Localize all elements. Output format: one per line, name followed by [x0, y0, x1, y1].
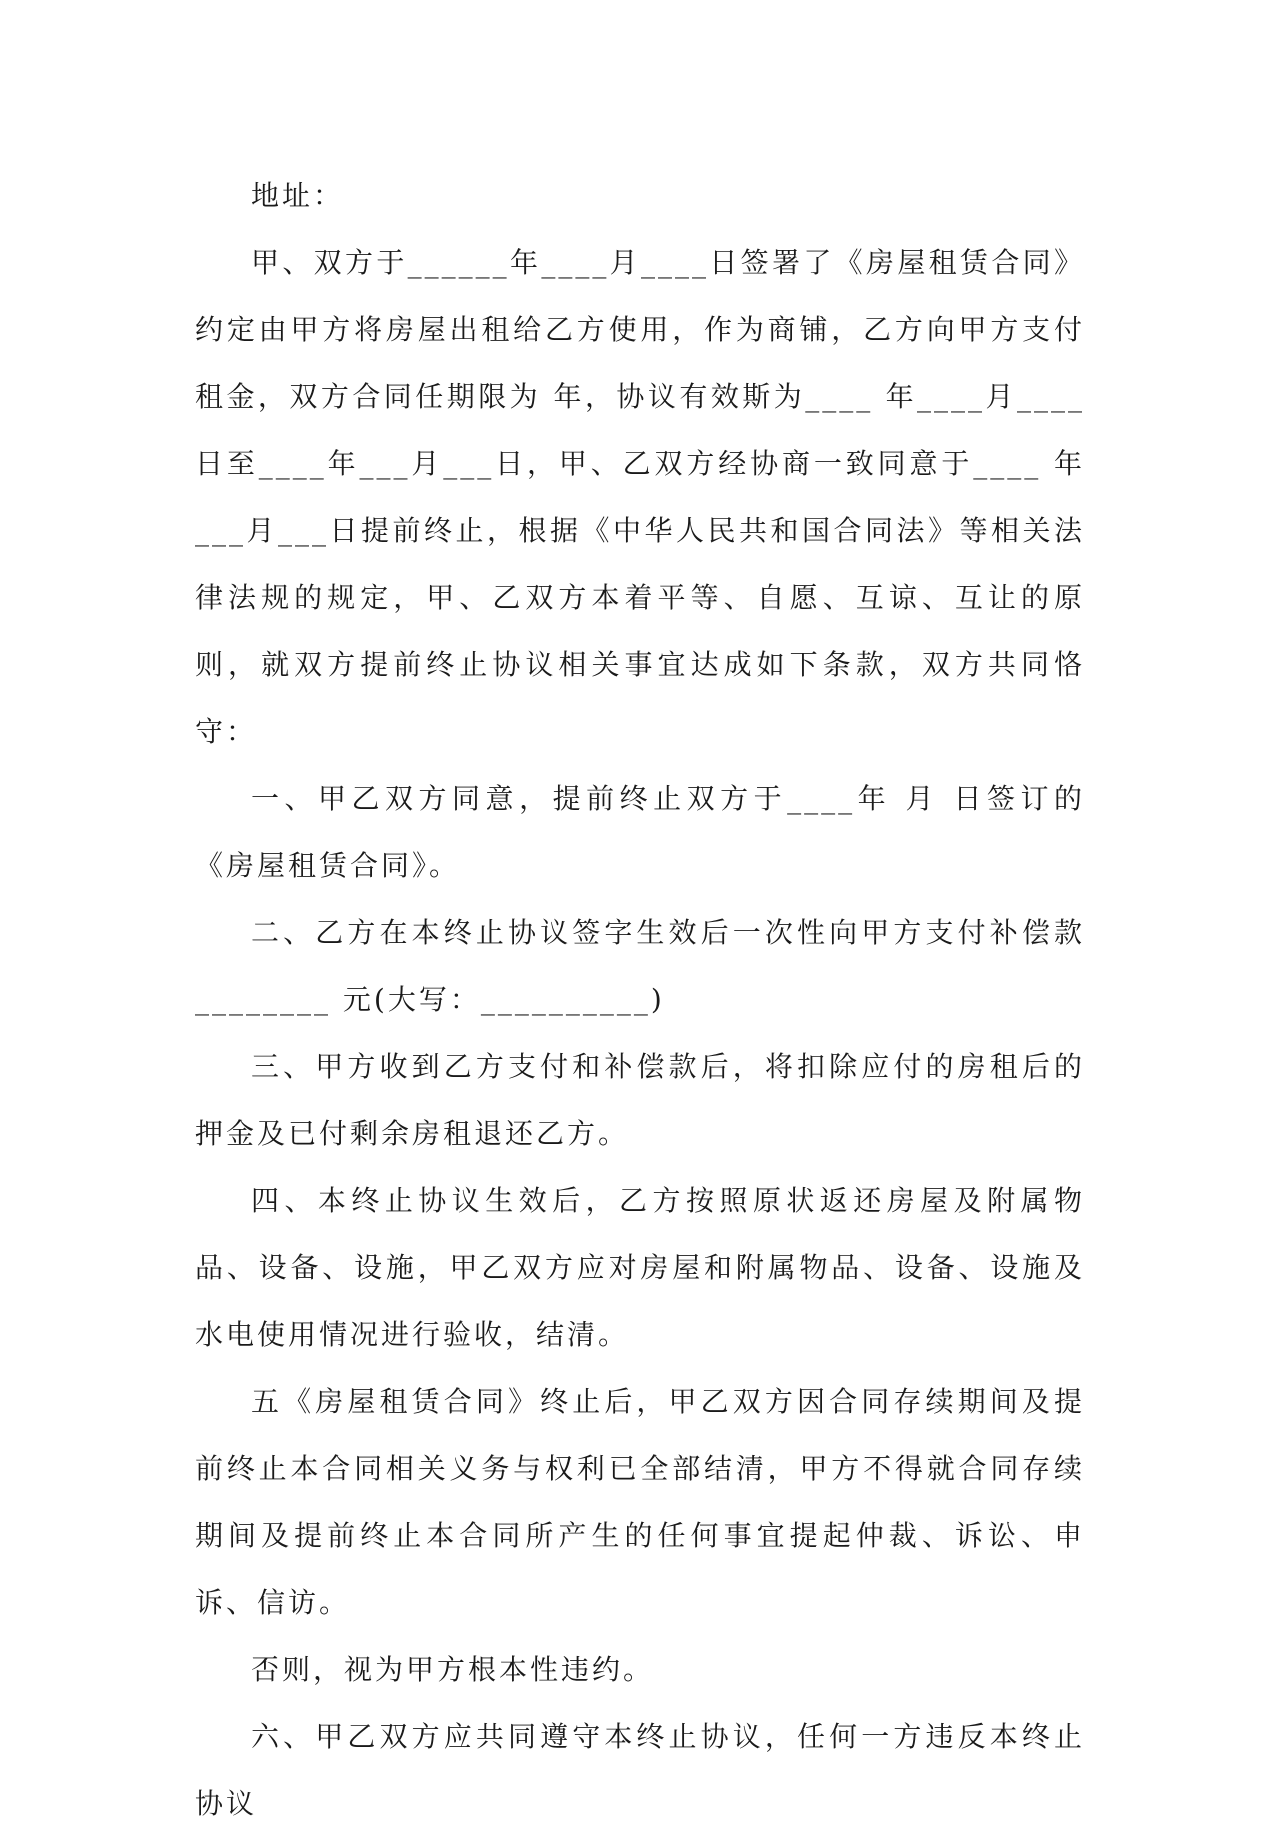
paragraph-address: 地址：: [251, 179, 345, 212]
paragraph-clause-2: 二、乙方在本终止协议签字生效后一次性向甲方支付补偿款________ 元(大写：__________): [195, 916, 1085, 1016]
paragraph-preamble: 甲、双方于______年____月____日签署了《房屋租赁合同》约定由甲方将房屋出租给乙方使用，作为商铺，乙方向甲方支付租金，双方合同任期限为 年，协议有效斯为____ 年____月____ 日至____年___月___日，甲、乙双方经协商一致同意于____ 年___月___日提前终止，根据《中华人民共和国合同法》等相关法律法规的规定，甲、乙双方本着平等、自愿、互谅、互让的原则，就双方提前终止协议相关事宜达成如下条款，双方共同恪守：: [195, 246, 1085, 748]
paragraph-clause-3: 三、甲方收到乙方支付和补偿款后，将扣除应付的房租后的押金及已付剩余房租退还乙方。: [195, 1050, 1085, 1150]
paragraph-clause-5: 五《房屋租赁合同》终止后，甲乙双方因合同存续期间及提前终止本合同相关义务与权利已全部结清，甲方不得就合同存续期间及提前终止本合同所产生的任何事宜提起仲裁、诉讼、申诉、信访。: [195, 1385, 1085, 1619]
paragraph-clause-4: 四、本终止协议生效后，乙方按照原状返还房屋及附属物品、设备、设施，甲乙双方应对房屋和附属物品、设备、设施及水电使用情况进行验收，结清。: [195, 1184, 1085, 1351]
paragraph-clause-1: 一、甲乙双方同意，提前终止双方于____年 月 日签订的《房屋租赁合同》。: [195, 782, 1085, 882]
document-body: [195, 162, 1085, 1837]
paragraph-clause-6: 六、甲乙双方应共同遵守本终止协议，任何一方违反本终止协议: [195, 1720, 1085, 1820]
paragraph-clause-5-note: 否则，视为甲方根本性违约。: [251, 1653, 655, 1686]
